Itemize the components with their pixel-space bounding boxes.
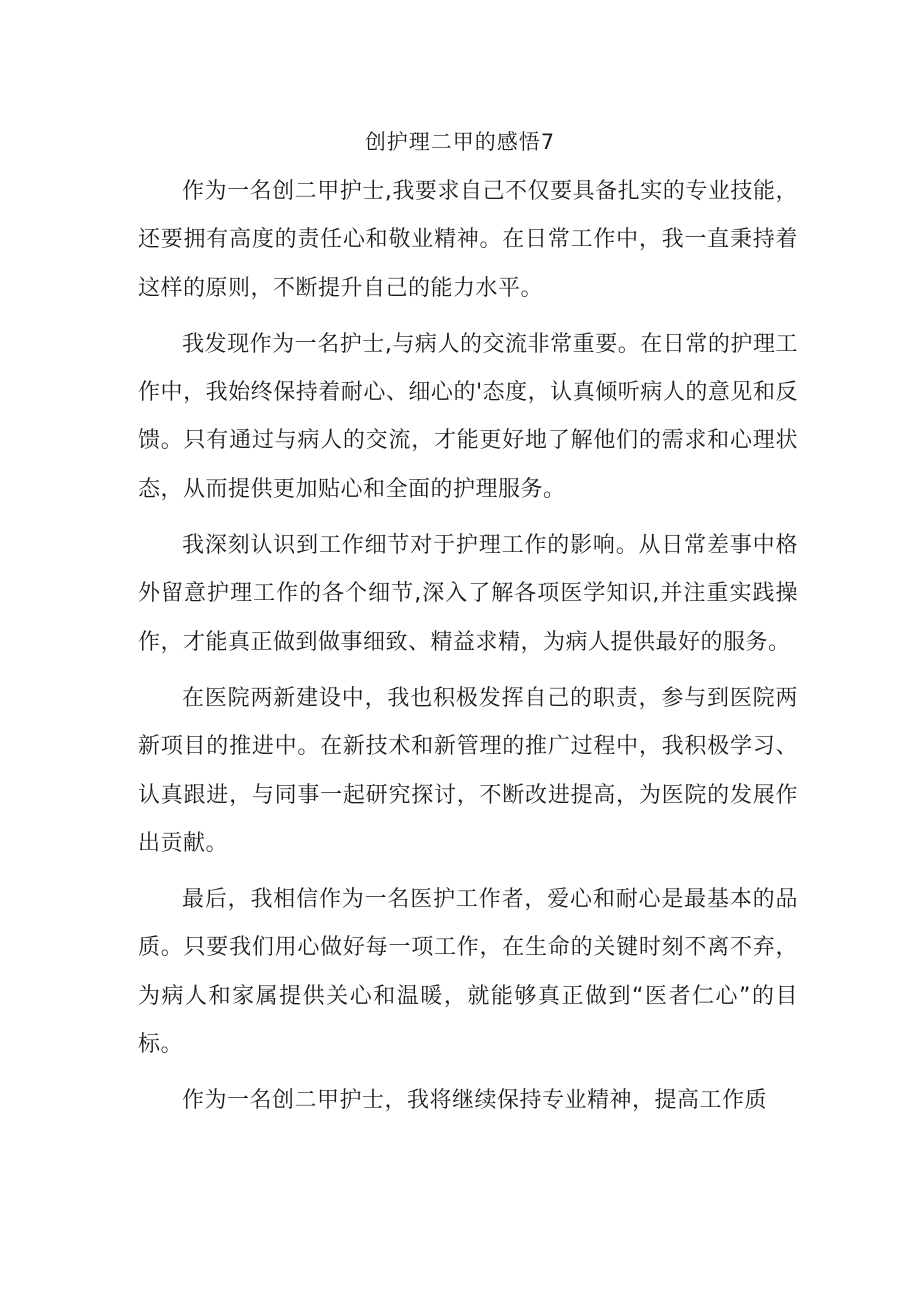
paragraph-5: 最后，我相信作为一名医护工作者，爱心和耐心是最基本的品质。只要我们用心做好每一项工作，在生命的关键时刻不离不弃，为病人和家属提供关心和温暖，就能够真正做到“医者仁心”的目标。 <box>138 887 798 1058</box>
paragraph-6: 作为一名创二甲护士，我将继续保持专业精神，提高工作质 <box>182 1088 768 1114</box>
paragraph-2: 我发现作为一名护士,与病人的交流非常重要。在日常的护理工作中，我始终保持着耐心、细心的'态度，认真倾听病人的意见和反馈。只有通过与病人的交流，才能更好地了解他们的需求和心理状态，从而提供更加贴心和全面的护理服务。 <box>138 331 798 502</box>
paragraph-1: 作为一名创二甲护士,我要求自己不仅要具备扎实的专业技能，还要拥有高度的责任心和敬业精神。在日常工作中，我一直秉持着这样的原则，不断提升自己的能力水平。 <box>138 179 798 301</box>
document-body <box>138 168 798 1134</box>
paragraph-4: 在医院两新建设中，我也积极发挥自己的职责，参与到医院两新项目的推进中。在新技术和新管理的推广过程中，我积极学习、认真跟进，与同事一起研究探讨，不断改进提高，为医院的发展作出贡献。 <box>138 685 798 856</box>
paragraph-3: 我深刻认识到工作细节对于护理工作的影响。从日常差事中格外留意护理工作的各个细节,深入了解各项医学知识,并注重实践操作，才能真正做到做事细致、精益求精，为病人提供最好的服务。 <box>138 533 798 655</box>
document-title: 创护理二甲的感悟7 <box>364 130 556 154</box>
